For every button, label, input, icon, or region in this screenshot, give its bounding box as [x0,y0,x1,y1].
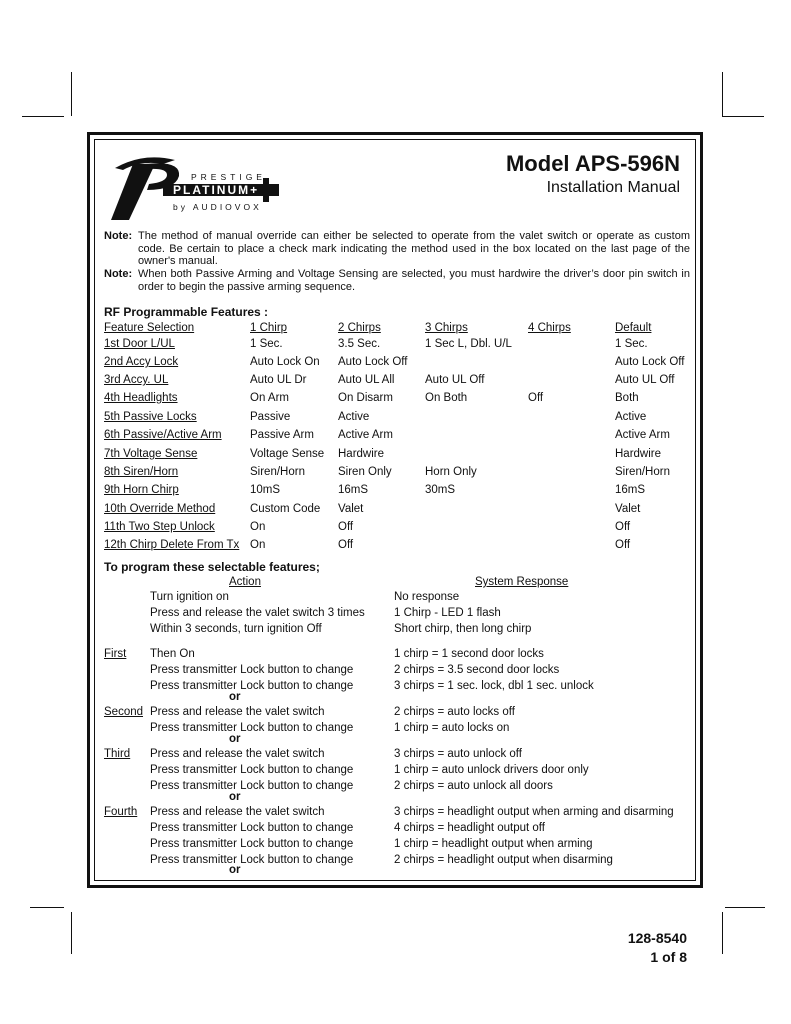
logo-bottom-text: by AUDIOVOX [173,202,262,212]
feature-option: Active Arm [615,429,670,441]
action-text: Press and release the valet switch [150,806,325,818]
response-text: 3 chirps = 1 sec. lock, dbl 1 sec. unlock [394,680,594,692]
feature-option: Off [528,392,544,404]
feature-name: 6th Passive/Active Arm [104,429,222,441]
feature-option: Horn Only [425,466,477,478]
feature-option: 1 Sec L, Dbl. U/L [425,338,512,350]
feature-option: 10mS [250,484,281,496]
feature-option: Hardwire [615,448,662,460]
action-text: Press transmitter Lock button to change [150,822,354,834]
note-label: Note: [104,268,133,280]
feature-option: On Disarm [338,392,393,404]
feature-option: 30mS [425,484,456,496]
crop-mark [722,72,723,116]
or-separator: or [229,691,241,703]
crop-mark [722,116,764,117]
feature-option: Auto UL Off [425,374,485,386]
response-text: 2 chirps = headlight output when disarming [394,854,613,866]
column-header: Default [615,322,652,334]
feature-option: 3.5 Sec. [338,338,381,350]
crop-mark [722,912,723,954]
feature-option: Passive Arm [250,429,314,441]
response-text: 2 chirps = auto unlock all doors [394,780,553,792]
action-text: Press transmitter Lock button to change [150,680,354,692]
note-label: Note: [104,230,133,242]
feature-option: 1 Sec. [250,338,283,350]
column-header: 4 Chirps [528,322,571,334]
crop-mark [30,907,64,908]
action-text: Press transmitter Lock button to change [150,780,354,792]
feature-option: Auto UL Off [615,374,675,386]
feature-option: Custom Code [250,503,321,515]
feature-option: Off [338,539,354,551]
crop-mark [22,116,64,117]
column-header: 1 Chirp [250,322,288,334]
step-label: Third [104,748,131,760]
manual-subtitle: Installation Manual [546,179,680,196]
step-label: Fourth [104,806,138,818]
action-text: Press transmitter Lock button to change [150,764,354,776]
logo-main-text: PLATINUM+ [173,183,260,197]
feature-option: On [250,539,266,551]
feature-option: On [250,521,266,533]
feature-name: 7th Voltage Sense [104,448,198,460]
response-text: 1 chirp = headlight output when arming [394,838,593,850]
feature-name: 2nd Accy Lock [104,356,179,368]
note-text: The method of manual override can either be selected to operate from the valet switch or operate as custom code. Be certain to place a check mark indicating the method used in the box located on the last page of the owner's manual. [138,230,690,267]
logo-top-text: PRESTIGE [191,172,266,182]
feature-name: 5th Passive Locks [104,411,197,423]
rf-features-heading: RF Programmable Features : [104,305,269,319]
step-label: First [104,648,127,660]
feature-option: Active [615,411,647,423]
note-override [104,230,690,268]
feature-option: Passive [250,411,291,423]
response-text: No response [394,591,460,603]
action-text: Press transmitter Lock button to change [150,664,354,676]
crop-mark [71,72,72,116]
feature-name: 3rd Accy. UL [104,374,169,386]
response-text: 1 chirp = auto locks on [394,722,510,734]
action-text: Press and release the valet switch 3 times [150,607,365,619]
feature-option: Both [615,392,639,404]
feature-name: 1st Door L/UL [104,338,175,350]
feature-option: Auto UL Dr [250,374,307,386]
crop-mark [71,912,72,954]
response-column-header: System Response [475,576,569,588]
response-text: 1 chirp = 1 second door locks [394,648,544,660]
action-text: Then On [150,648,195,660]
response-text: 2 chirps = 3.5 second door locks [394,664,560,676]
action-text: Within 3 seconds, turn ignition Off [150,623,322,635]
doc-number: 128-8540 [627,930,687,946]
feature-option: Siren Only [338,466,392,478]
feature-option: 16mS [338,484,369,496]
feature-name: 4th Headlights [104,392,178,404]
crop-mark [725,907,765,908]
feature-option: On Arm [250,392,289,404]
feature-option: Off [615,539,631,551]
response-text: 3 chirps = auto unlock off [394,748,522,760]
note-text: When both Passive Arming and Voltage Sensing are selected, you must hardwire the driver’s door pin switch in order to begin the passive arming sequence. [138,268,690,293]
platinum-logo [103,150,283,222]
feature-option: Off [615,521,631,533]
column-header: Feature Selection [104,322,195,334]
feature-name: 12th Chirp Delete From Tx [104,539,240,551]
feature-option: 16mS [615,484,646,496]
feature-option: 1 Sec. [615,338,648,350]
model-title: Model APS-596N [505,151,680,176]
response-text: 1 Chirp - LED 1 flash [394,607,501,619]
action-text: Press transmitter Lock button to change [150,722,354,734]
response-text: Short chirp, then long chirp [394,623,532,635]
feature-option: Auto UL All [338,374,395,386]
or-separator: or [229,791,241,803]
or-separator: or [229,733,241,745]
feature-option: Voltage Sense [250,448,325,460]
feature-name: 8th Siren/Horn [104,466,179,478]
note-passive [104,268,690,293]
feature-name: 11th Two Step Unlock [104,521,215,533]
column-header: 3 Chirps [425,322,468,334]
page-number: 1 of 8 [650,949,687,965]
or-separator: or [229,864,241,876]
response-text: 2 chirps = auto locks off [394,706,515,718]
column-header: 2 Chirps [338,322,381,334]
response-text: 3 chirps = headlight output when arming and disarming [394,806,674,818]
feature-option: Auto Lock Off [615,356,685,368]
feature-name: 9th Horn Chirp [104,484,179,496]
action-column-header: Action [229,576,261,588]
feature-option: Siren/Horn [250,466,305,478]
feature-option: Siren/Horn [615,466,670,478]
action-text: Press and release the valet switch [150,706,325,718]
feature-option: Auto Lock Off [338,356,408,368]
action-text: Press transmitter Lock button to change [150,854,354,866]
response-text: 4 chirps = headlight output off [394,822,545,834]
feature-option: Active [338,411,370,423]
feature-option: Valet [338,503,364,515]
feature-option: Off [338,521,354,533]
feature-option: Hardwire [338,448,385,460]
feature-option: Auto Lock On [250,356,320,368]
feature-option: Active Arm [338,429,393,441]
feature-option: On Both [425,392,468,404]
action-text: Turn ignition on [150,591,229,603]
action-text: Press transmitter Lock button to change [150,838,354,850]
program-heading: To program these selectable features; [104,560,320,574]
feature-option: Valet [615,503,641,515]
action-text: Press and release the valet switch [150,748,325,760]
step-label: Second [104,706,144,718]
feature-name: 10th Override Method [104,503,216,515]
response-text: 1 chirp = auto unlock drivers door only [394,764,589,776]
